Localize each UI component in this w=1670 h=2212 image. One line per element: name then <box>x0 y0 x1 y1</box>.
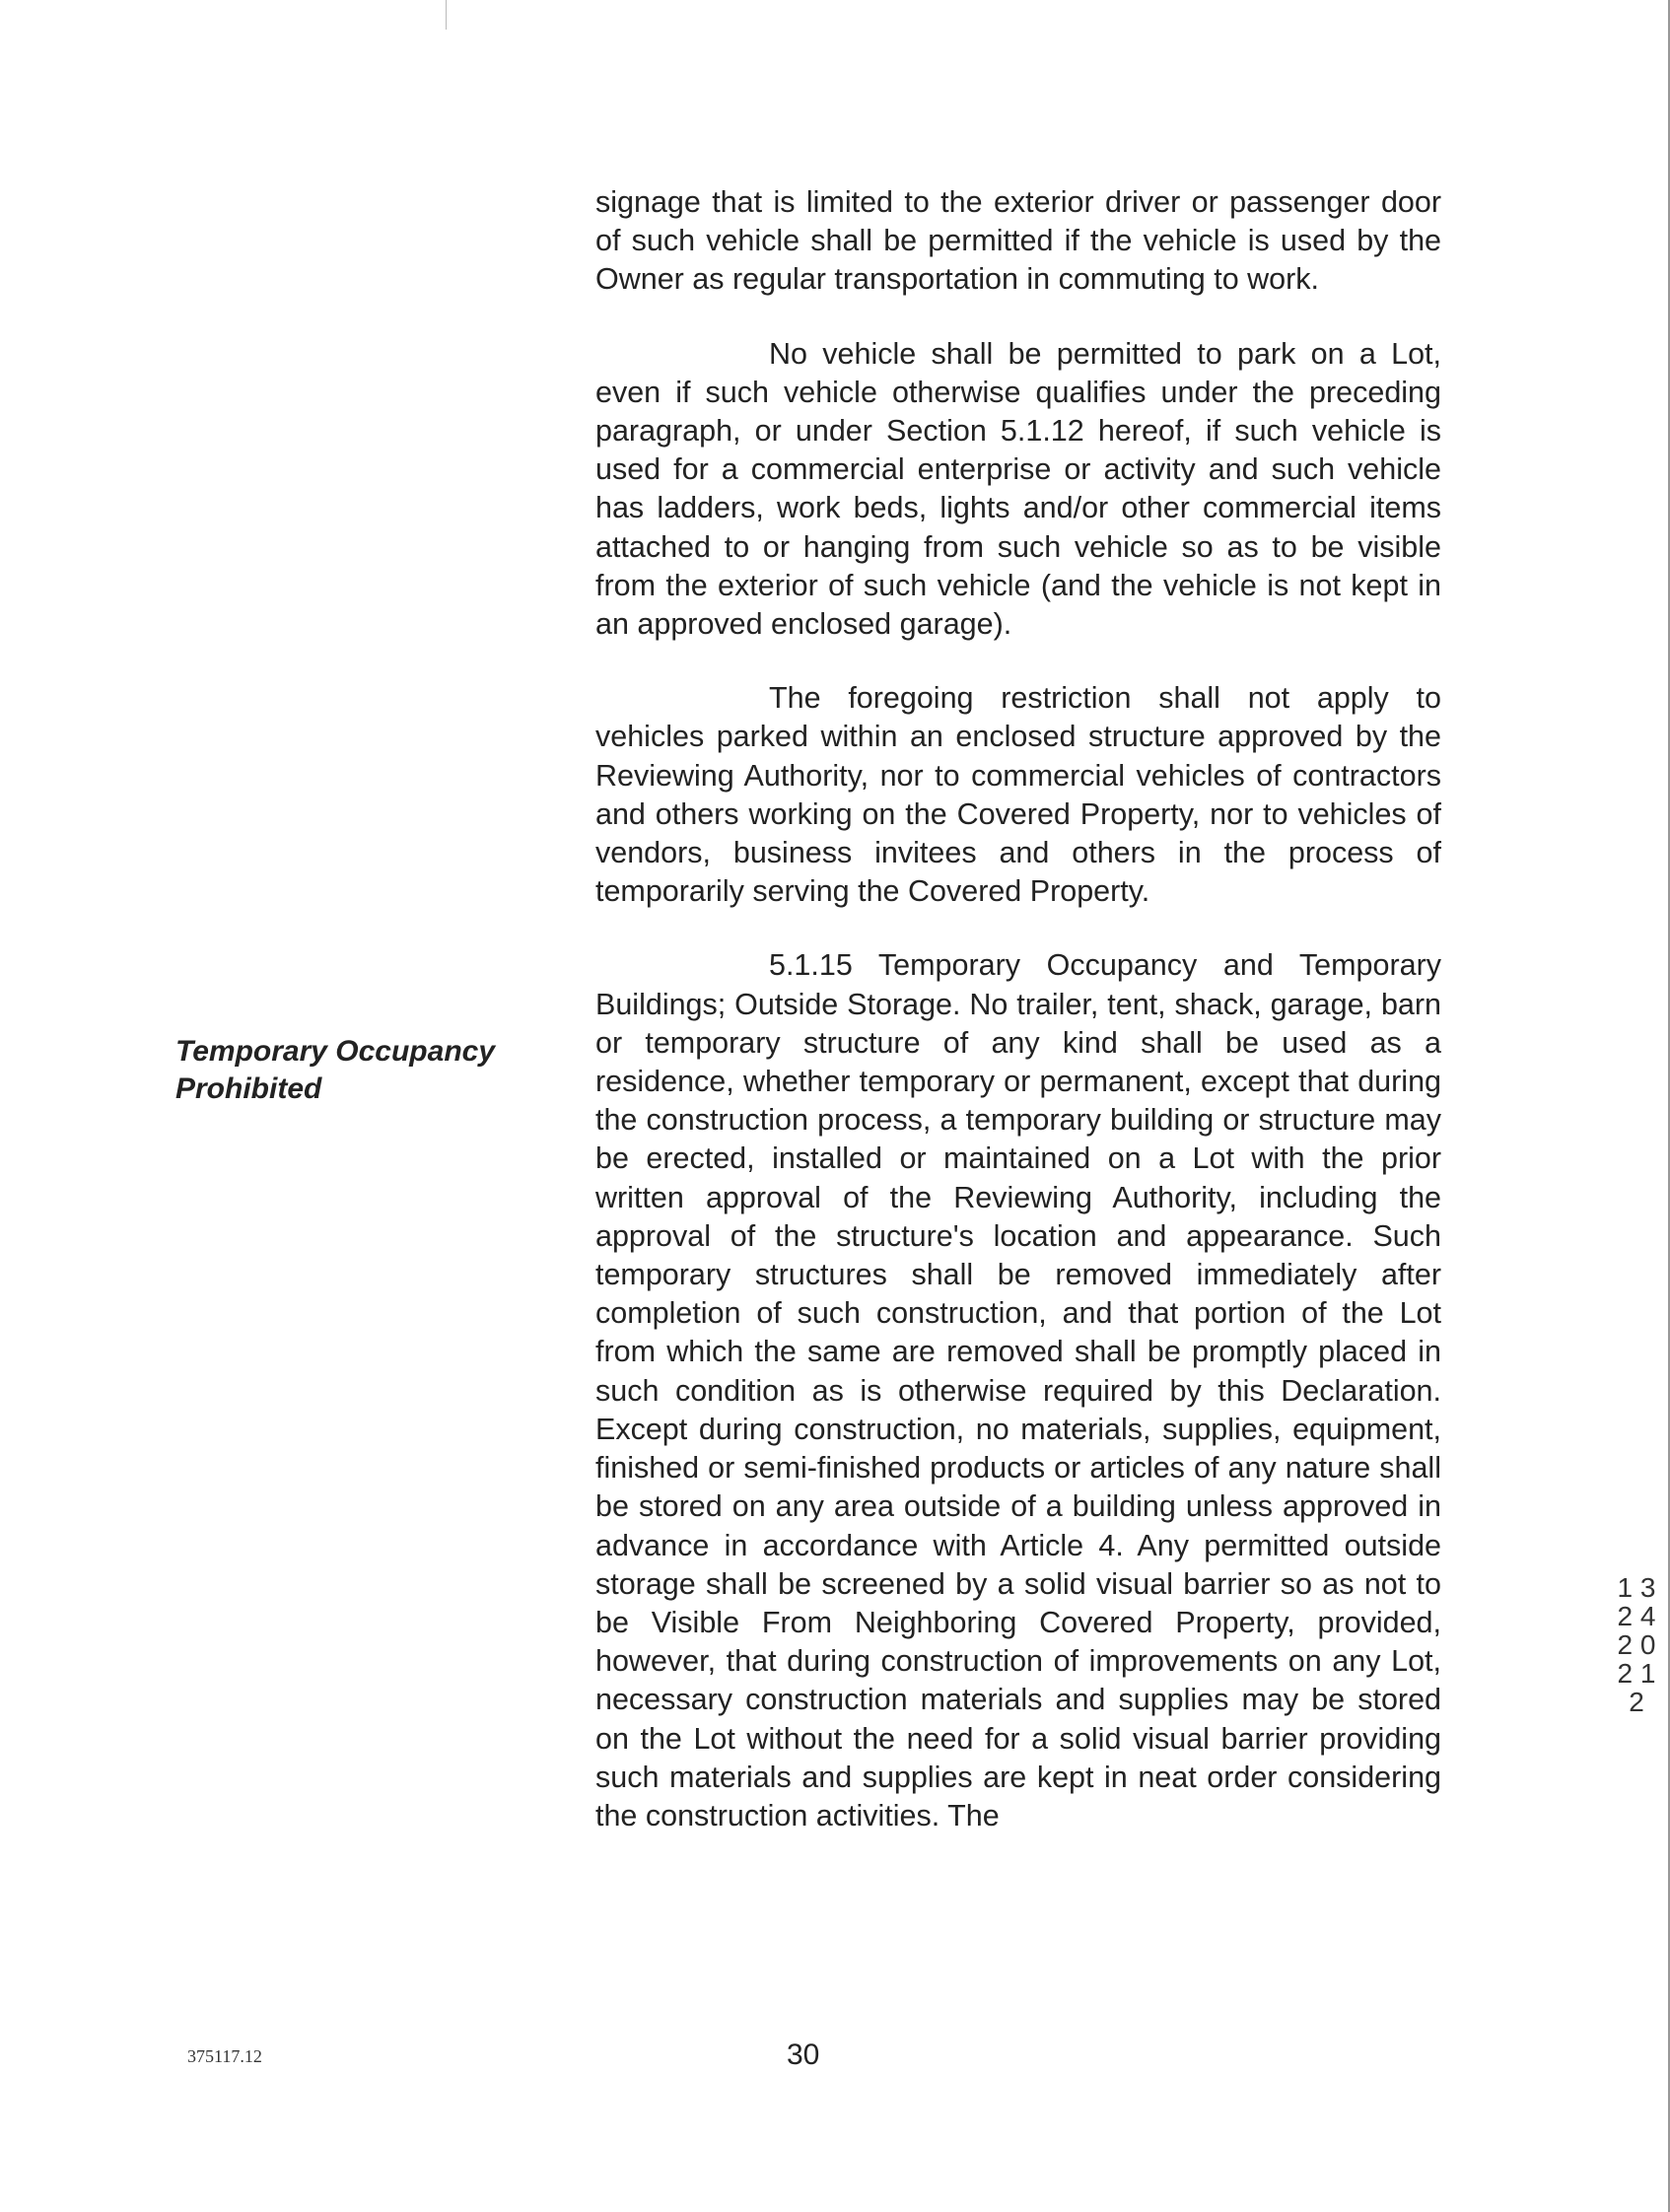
crop-mark <box>446 0 447 30</box>
margin-heading <box>175 1033 570 1108</box>
paragraph-commercial-vehicle-parking: No vehicle shall be permitted to park on a Lot, even if such vehicle otherwise qualifies under the preceding paragraph, or under Section 5.1.12 hereof, if such vehicle is used for a commercial enterprise or activity and such vehicle has ladders, work beds, lights and/or other commercial items attached to or hanging from such vehicle so as to be visible from the exterior of such vehicle (and the vehicle is not kept in an approved enclosed garage). <box>595 336 1441 642</box>
margin-heading-line-1: Temporary Occupancy <box>175 1035 496 1068</box>
paragraph-vehicle-signage: signage that is limited to the exterior driver or passenger door of such vehicle shall be permitted if the vehicle is used by the Owner as regular transportation in commuting to work. <box>595 185 1441 297</box>
body-text <box>595 183 1441 1871</box>
page-number: 30 <box>787 2039 820 2071</box>
document-id: 375117.12 <box>187 2046 262 2066</box>
recording-stamp: 1 3 2 4 2 0 2 1 2 <box>1617 1572 1656 1717</box>
paragraph-restriction-exceptions: The foregoing restriction shall not apply to vehicles parked within an enclosed structure approved by the Reviewing Authority, nor to commercial vehicles of contractors and others working on the Covered Property, nor to vehicles of vendors, business invitees and others in the process of temporarily serving the Covered Property. <box>595 681 1441 909</box>
margin-heading-line-2: Prohibited <box>175 1072 322 1105</box>
paragraph-5-1-15-temporary-occupancy: 5.1.15 Temporary Occupancy and Temporary Buildings; Outside Storage. No trailer, tent, shack, garage, barn or temporary structure of any kind shall be used as a residence, whether temporary or permanent, except that during the construction process, a temporary building or structure may be erected, installed or maintained on a Lot with the prior written approval of the Reviewing Authority, including the approval of the structure's location and appearance. Such temporary structures shall be removed immediately after completion of such construction, and that portion of the Lot from which the same are removed shall be promptly placed in such condition as is otherwise required by this Declaration. Except during construction, no materials, supplies, equipment, finished or semi-finished products or articles of any nature shall be stored on any area outside of a building unless approved in advance in accordance with Article 4. Any permitted outside storage shall be screened by a solid visual barrier so as not to be Visible From Neighboring Covered Property, provided, however, that during construction of improvements on any Lot, necessary construction materials and supplies may be stored on the Lot without the need for a solid visual barrier providing such materials and supplies are kept in neat order considering the construction activities. The <box>595 948 1441 1832</box>
